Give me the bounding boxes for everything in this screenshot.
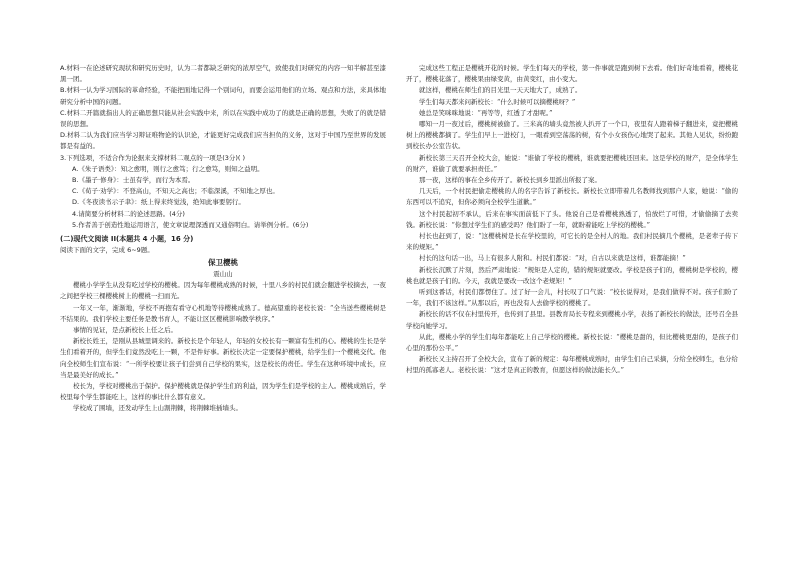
story-paragraph: 就这样，樱桃在师生们的目光里一天天地大了，成熟了。 [419, 86, 582, 95]
story-author: 震山山 [213, 270, 233, 279]
story-paragraph: 哪知一月一夜过后，樱桃树被偷了。三米高的墙头竟然被人扒开了一个口，夜里有人蹬着梯子翻进来，竟把樱桃树上的樱桃都摘了。学生们早上一进校门，一眼看到空荡荡的树，有个小女孩伤心地哭了起来。其他人见状，纷纷跑到校长办公室告状。 [406, 120, 738, 151]
question-3-option-d: D.《冬夜读书示子聿》：纸上得来终觉浅，绝知此事要躬行。 [72, 198, 245, 207]
story-paragraph: 新校长姓王，是刚从县城里调来的。新校长是个年轻人，年轻的女校长有一颗富有生机的心。樱桃的生长是学生们看着开的，但学生们竟然没吃上一颗，不是件好事。新校长决定一定要保护樱桃，给学生们一个樱桃交代。他向全校师生们宣布说：“一所学校要让孩子们尝到自己学校的果实，这是校长的责任。学生在这种环境中成长，应当是最美好的成长。” [60, 337, 386, 379]
section-heading: (二)现代文阅读 II(本题共 4 小题，16 分) [60, 235, 194, 244]
question-3-option-b: B.《墨子·修身》：士虽有学，而行为本焉。 [72, 176, 195, 185]
option-d: D.材料二认为我们应当学习辩证唯物论的认识论，才能更好完成我们应当担负的义务，这对于中国乃至世界的发展都是有益的。 [60, 131, 386, 151]
option-b: B.材料一认为学习国际的革命经验，不能把面地记得一个别词句，而要会运用他们的立场、观点和方法，来具体地研究分析中国的问题。 [60, 86, 386, 106]
story-paragraph: 这个村民起初不承认，后来在事实面前低下了头。他说自己是看樱桃熟透了，怕放烂了可惜，才偷偷摘了去卖钱。新校长说：“你想过学生们的感受吗？他们盼了一年，就盼着能吃上学校的樱桃。” [406, 209, 738, 229]
story-paragraph: 一年又一年，渐渐地，学校不再抱有看守心机地等待樱桃成熟了。德高望重的老校长说：“全当送些樱桃树是不结果的。我们学校主要任务是教书育人，不能让区区樱桃影响教学秩序。” [60, 303, 386, 323]
story-paragraph: 几天后，一个村民把偷走樱桃的人的名字告诉了新校长。新校长立即带着几名教师找到那户人家，她说：“偷的东西可以不追究，但你必须向全校学生道歉。” [406, 187, 738, 207]
story-paragraph: 校长为，学校对樱桃出于保护。保护樱桃就是保护学生们的利益，因为学生们是学校的主人。樱桃成熟后，学校里每个学生都能吃上，这样的事比什么都有意义。 [60, 382, 386, 402]
section-intro: 阅读下面的文字，完成 6~9题。 [60, 246, 154, 255]
story-paragraph: 那一夜，这样的事在全乡传开了。新校长到乡里派出所报了案。 [419, 176, 601, 185]
question-5: 5.作者善于创造性地运用语言，使文章说理深透而又通俗明白。请举例分析。(6分) [72, 220, 309, 229]
question-3-option-c: C.《荀子·劝学》：不登高山，不知天之高也；不临深溪，不知地之厚也。 [72, 187, 279, 196]
story-paragraph: 村长的这句话一出，马上有很多人附和。村民们都说：“对，自古以来就是这样，谁都能摘！” [419, 254, 686, 263]
story-paragraph: 听到这番话，村民们都愣住了。过了好一会儿，村长叹了口气说：“校长说得对，是我们做得不对。孩子们盼了一年，我们不该这样。”从那以后，再也没有人去偷学校的樱桃了。 [406, 288, 738, 308]
story-paragraph: 樱桃小学学生从没有吃过学校的樱桃。因为每年樱桃成熟的时候，十里八乡的村民们就会翻进学校摘去，一夜之间把学校三棵樱桃树上的樱桃一扫而光。 [60, 281, 386, 301]
story-paragraph: 新校长第三天召开全校大会，她说：“谁偷了学校的樱桃，谁就要把樱桃还回来。这是学校的财产，是全体学生的财产，谁偷了就要承担责任。” [406, 153, 738, 173]
option-c: C.材料二开篇就指出人的正确思想只能从社会实践中来，所以在实践中成功了的就是正确的思想，失败了的就是错误的思想。 [60, 108, 386, 129]
story-paragraph: 事情的见证，是点新校长上任之后。 [73, 326, 177, 335]
story-paragraph: 学校成了围墙，还发动学生上山割荆棘，将荆棘堆插墙头。 [73, 404, 242, 413]
story-paragraph: 村长也赶到了，说：“这樱桃树是长在学校里的，可它长的是全村人的地。我们村民摘几个樱桃，是老辈子传下来的规矩。” [406, 232, 738, 252]
left-column [60, 63, 386, 415]
story-paragraph: 新校长的话不仅在村里传开，也传到了县里。县教育局长专程来到樱桃小学，表扬了新校长的做法，还号召全县学校向她学习。 [406, 310, 738, 330]
right-column [406, 63, 738, 377]
question-4: 4.请简要分析材料二的论述思路。(4分) [72, 209, 185, 218]
story-paragraph: 从此，樱桃小学的学生们每年都能吃上自己学校的樱桃。新校长说：“樱桃是甜的，但比樱桃更甜的，是孩子们心里的那份公平。” [406, 332, 738, 353]
question-3-stem: 3.下列选项，不适合作为论据来支撑材料二观点的一项是(3分)( ) [60, 153, 246, 162]
question-3-option-a: A.《朱子语类》：知之愈明，则行之愈笃；行之愈笃，则知之益明。 [72, 164, 264, 173]
story-paragraph: 学生们每天都来问新校长：“什么时候可以摘樱桃呀？” [419, 97, 576, 106]
story-paragraph: 完成这些工程正是樱桃开花的时候。学生们每天的学校，第一件事就是跑到树下去看。他们好奇地看着，樱桃花开了，樱桃花落了，樱桃果由绿变黄，由黄变红，由小变大。 [406, 64, 738, 84]
story-paragraph: 新校长又主持召开了全校大会，宣布了新的规定：每年樱桃成熟时，由学生们自己采摘，分给全校师生，也分给村里的孤寡老人。老校长说：“这才是真正的教育，但愿这样的做法能长久。” [406, 355, 738, 375]
option-a: A.材料一在论述研究现状和研究历史时，认为二者都缺乏研究的浓厚空气，致使我们对研究的内容一知半解甚至漆黑一团。 [60, 64, 386, 84]
story-paragraph: 新校长沉默了片刻，然后严肃地说：“规矩是人定的，错的规矩就要改。学校是孩子们的，樱桃树是学校的，樱桃也就是孩子们的。今天，我就是要改一改这个老规矩！” [406, 265, 738, 285]
story-paragraph: 她总是笑咪咪地说：“再等等，红透了才甜呢。” [419, 108, 553, 117]
story-title: 保卫樱桃 [208, 258, 238, 268]
